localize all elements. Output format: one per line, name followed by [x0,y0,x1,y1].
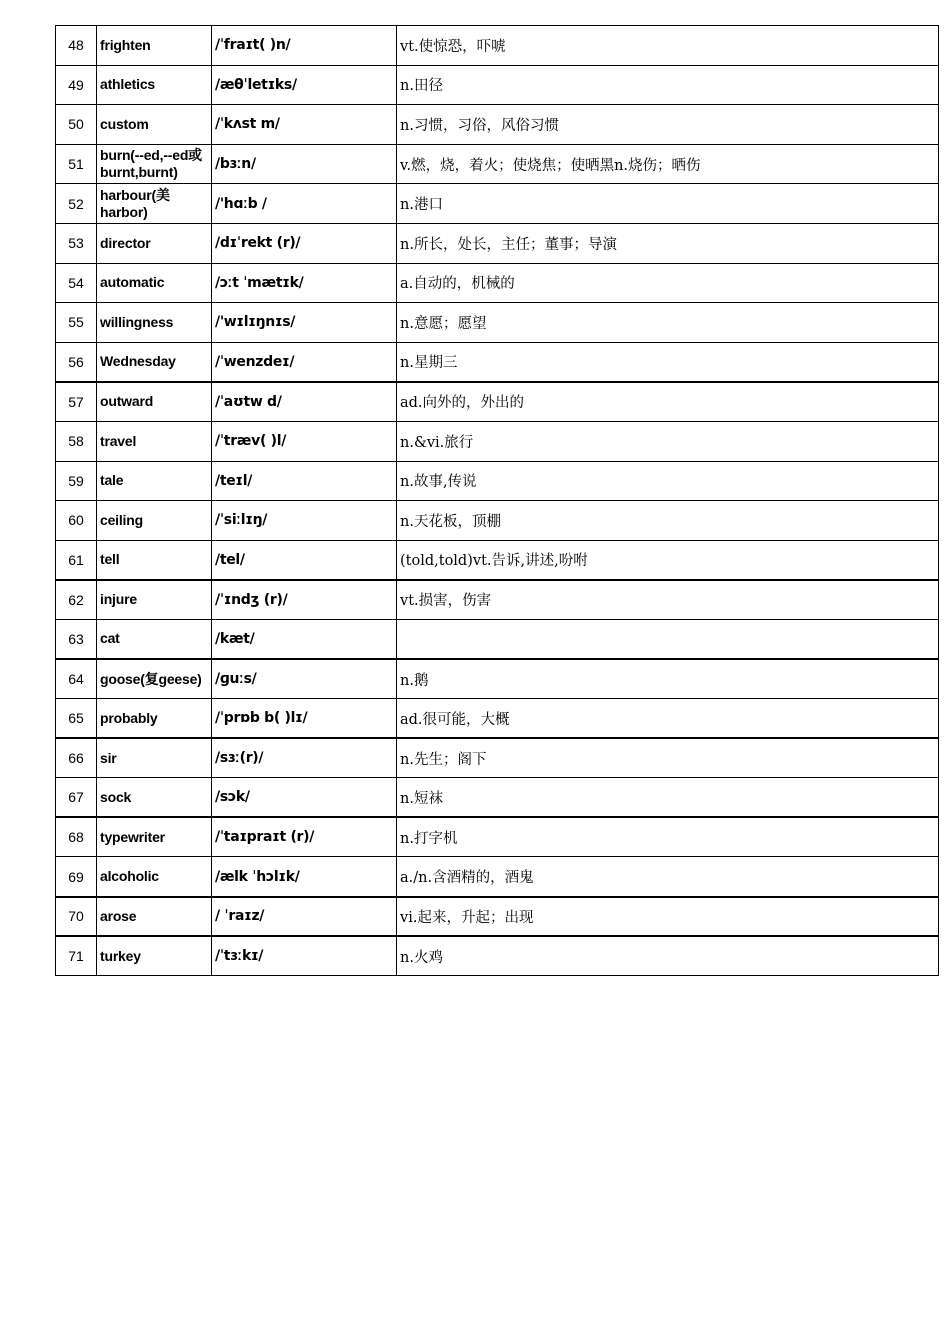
phonetic-cell: /bɜːn/ [212,144,397,184]
phonetic-cell: /dɪˈrekt (r)/ [212,223,397,263]
definition-cell: n.田径 [397,65,939,105]
phonetic-cell: /'wɪlɪŋnɪs/ [212,303,397,343]
table-row [56,778,939,818]
definition-cell: n.意愿；愿望 [397,303,939,343]
definition-cell: n.星期三 [397,342,939,382]
word-cell: outward [97,382,212,422]
definition-cell [397,619,939,659]
row-number: 52 [56,184,97,224]
table-row [56,936,939,976]
table-row [56,817,939,857]
vocabulary-table-body [56,26,939,976]
phonetic-cell: /teɪl/ [212,461,397,501]
table-row [56,382,939,422]
table-row [56,65,939,105]
phonetic-cell: /ælk ˈhɔlɪk/ [212,857,397,897]
word-cell: custom [97,105,212,145]
row-number: 50 [56,105,97,145]
table-row [56,303,939,343]
word-cell: sir [97,738,212,778]
row-number: 67 [56,778,97,818]
definition-cell: ad.向外的，外出的 [397,382,939,422]
word-cell: tale [97,461,212,501]
row-number: 51 [56,144,97,184]
phonetic-cell: /ˈtaɪpraɪt (r)/ [212,817,397,857]
table-row [56,342,939,382]
table-row [56,144,939,184]
row-number: 70 [56,897,97,937]
row-number: 68 [56,817,97,857]
word-cell: goose(复geese) [97,659,212,699]
phonetic-cell: /'hɑːb / [212,184,397,224]
table-row [56,857,939,897]
table-row [56,105,939,145]
vocabulary-table [55,25,939,976]
word-cell: harbour(美harbor) [97,184,212,224]
row-number: 49 [56,65,97,105]
table-row [56,580,939,620]
table-row [56,897,939,937]
definition-cell: n.港口 [397,184,939,224]
phonetic-cell: / ˈraɪz/ [212,897,397,937]
row-number: 66 [56,738,97,778]
table-row [56,738,939,778]
word-cell: Wednesday [97,342,212,382]
row-number: 56 [56,342,97,382]
word-cell: tell [97,540,212,580]
definition-cell: ad.很可能，大概 [397,699,939,739]
word-cell: automatic [97,263,212,303]
row-number: 48 [56,26,97,66]
phonetic-cell: /ɡuːs/ [212,659,397,699]
phonetic-cell: /sɔk/ [212,778,397,818]
phonetic-cell: /ˈfraɪt( )n/ [212,26,397,66]
table-row [56,699,939,739]
row-number: 59 [56,461,97,501]
phonetic-cell: /æθˈletɪks/ [212,65,397,105]
word-cell: travel [97,421,212,461]
phonetic-cell: /ɔːt ˈmætɪk/ [212,263,397,303]
table-row [56,501,939,541]
phonetic-cell: /ˈkʌst m/ [212,105,397,145]
table-row [56,461,939,501]
table-row [56,540,939,580]
phonetic-cell: /ˈprɒb b( )lɪ/ [212,699,397,739]
row-number: 57 [56,382,97,422]
definition-cell: n.所长，处长，主任；董事；导演 [397,223,939,263]
definition-cell: n.故事,传说 [397,461,939,501]
word-cell: alcoholic [97,857,212,897]
definition-cell: n.短袜 [397,778,939,818]
definition-cell: (told,told)vt.告诉,讲述,吩咐 [397,540,939,580]
definition-cell: n.打字机 [397,817,939,857]
table-row [56,184,939,224]
phonetic-cell: /sɜː(r)/ [212,738,397,778]
word-cell: director [97,223,212,263]
row-number: 69 [56,857,97,897]
table-row [56,659,939,699]
row-number: 61 [56,540,97,580]
phonetic-cell: /ˈtræv( )l/ [212,421,397,461]
definition-cell: v.燃，烧，着火；使烧焦；使晒黑n.烧伤；晒伤 [397,144,939,184]
definition-cell: n.鹅 [397,659,939,699]
phonetic-cell: /ˈɪndʒ (r)/ [212,580,397,620]
definition-cell: a.自动的，机械的 [397,263,939,303]
word-cell: typewriter [97,817,212,857]
phonetic-cell: /kæt/ [212,619,397,659]
phonetic-cell: /ˈtɜːkɪ/ [212,936,397,976]
table-row [56,26,939,66]
word-cell: probably [97,699,212,739]
definition-cell: vi.起来，升起；出现 [397,897,939,937]
row-number: 62 [56,580,97,620]
word-cell: ceiling [97,501,212,541]
word-cell: sock [97,778,212,818]
phonetic-cell: /ˈwenzdeɪ/ [212,342,397,382]
table-row [56,421,939,461]
word-cell: arose [97,897,212,937]
row-number: 60 [56,501,97,541]
word-cell: willingness [97,303,212,343]
word-cell: turkey [97,936,212,976]
word-cell: athletics [97,65,212,105]
row-number: 63 [56,619,97,659]
row-number: 71 [56,936,97,976]
table-row [56,619,939,659]
definition-cell: n.火鸡 [397,936,939,976]
table-row [56,263,939,303]
row-number: 53 [56,223,97,263]
table-row [56,223,939,263]
phonetic-cell: /ˈsiːlɪŋ/ [212,501,397,541]
word-cell: injure [97,580,212,620]
definition-cell: n.先生；阁下 [397,738,939,778]
row-number: 54 [56,263,97,303]
row-number: 64 [56,659,97,699]
definition-cell: vt.损害，伤害 [397,580,939,620]
phonetic-cell: /ˈaʊtw d/ [212,382,397,422]
definition-cell: a./n.含酒精的，酒鬼 [397,857,939,897]
word-cell: cat [97,619,212,659]
phonetic-cell: /tel/ [212,540,397,580]
row-number: 65 [56,699,97,739]
row-number: 55 [56,303,97,343]
row-number: 58 [56,421,97,461]
definition-cell: vt.使惊恐，吓唬 [397,26,939,66]
definition-cell: n.天花板，顶棚 [397,501,939,541]
definition-cell: n.&vi.旅行 [397,421,939,461]
word-cell: frighten [97,26,212,66]
definition-cell: n.习惯，习俗，风俗习惯 [397,105,939,145]
word-cell: burn(--ed,--ed或burnt,burnt) [97,144,212,184]
